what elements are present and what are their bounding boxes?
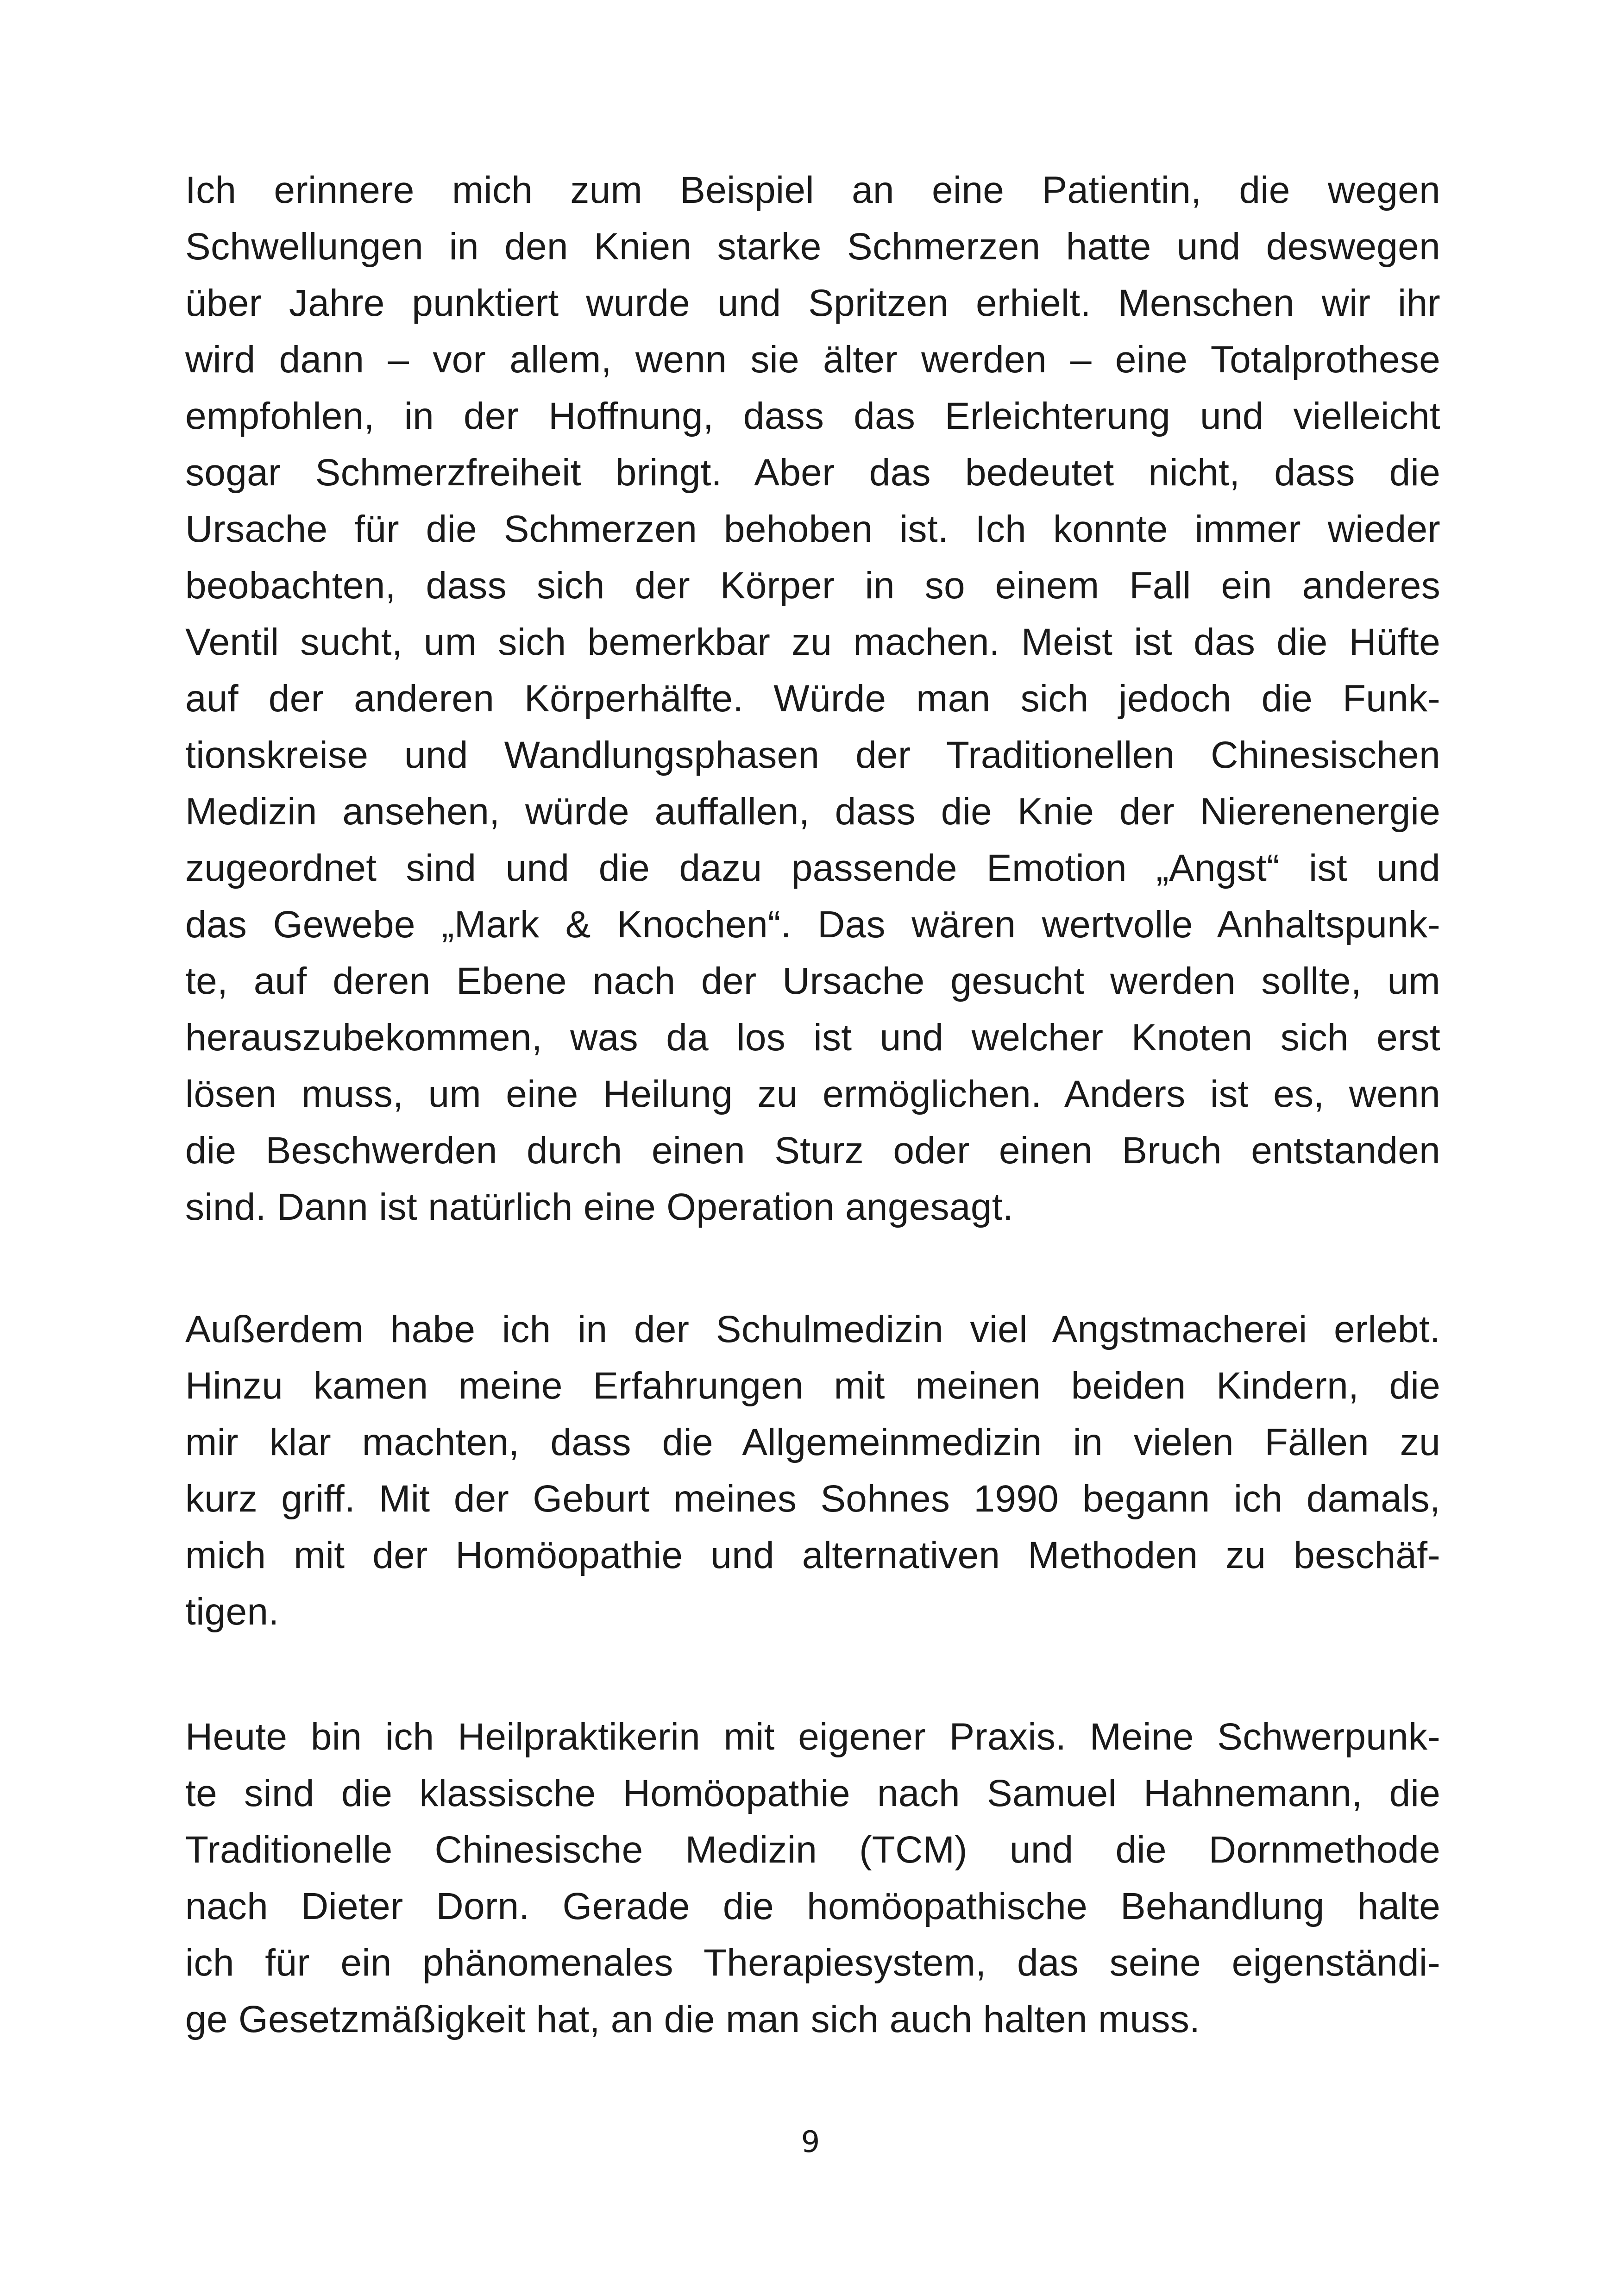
text-line: mir klar machten, dass die Allgemeinmedizin in vielen Fällen zu bbox=[185, 1421, 1440, 1463]
text-line: ich für ein phänomenales Therapiesystem, das seine eigenständi- bbox=[185, 1942, 1440, 1984]
text-line: Medizin ansehen, würde auffallen, dass die Knie der Nierenenergie bbox=[185, 790, 1440, 833]
text-line: die Beschwerden durch einen Sturz oder einen Bruch entstanden bbox=[185, 1129, 1440, 1172]
text-line: Schwellungen in den Knien starke Schmerzen hatte und deswegen bbox=[185, 226, 1440, 268]
text-line: tionskreise und Wandlungsphasen der Traditionellen Chinesischen bbox=[185, 734, 1440, 776]
paragraph-own-practice bbox=[185, 1709, 1440, 2048]
page-number: 9 bbox=[801, 2125, 820, 2159]
text-line: nach Dieter Dorn. Gerade die homöopathische Behandlung halte bbox=[185, 1885, 1440, 1927]
text-line: te, auf deren Ebene nach der Ursache gesucht werden sollte, um bbox=[185, 960, 1440, 1002]
text-line: über Jahre punktiert wurde und Spritzen erhielt. Menschen wir ihr bbox=[185, 282, 1440, 324]
text-line: das Gewebe „Mark & Knochen“. Das wären wertvolle Anhaltspunk- bbox=[185, 903, 1440, 946]
text-line: beobachten, dass sich der Körper in so einem Fall ein anderes bbox=[185, 565, 1440, 607]
text-line: zugeordnet sind und die dazu passende Emotion „Angst“ ist und bbox=[185, 847, 1440, 889]
text-line: ge Gesetzmäßigkeit hat, an die man sich auch halten muss. bbox=[185, 1998, 1200, 2040]
text-line: Traditionelle Chinesische Medizin (TCM) und die Dornmethode bbox=[185, 1829, 1440, 1871]
text-line: Ventil sucht, um sich bemerkbar zu machen. Meist ist das die Hüfte bbox=[185, 621, 1440, 663]
text-line: Ursache für die Schmerzen behoben ist. Ich konnte immer wieder bbox=[185, 508, 1440, 550]
text-line: Heute bin ich Heilpraktikerin mit eigener Praxis. Meine Schwerpunk- bbox=[185, 1716, 1440, 1758]
text-line: mich mit der Homöopathie und alternativen Methoden zu beschäf- bbox=[185, 1534, 1440, 1576]
text-line: Hinzu kamen meine Erfahrungen mit meinen beiden Kindern, die bbox=[185, 1365, 1440, 1407]
text-line: Außerdem habe ich in der Schulmedizin viel Angstmacherei erlebt. bbox=[185, 1308, 1440, 1350]
text-line: sogar Schmerzfreiheit bringt. Aber das bedeutet nicht, dass die bbox=[185, 452, 1440, 494]
paragraph-knee-patient bbox=[185, 162, 1440, 1236]
text-line: auf der anderen Körperhälfte. Würde man sich jedoch die Funk- bbox=[185, 678, 1440, 720]
text-line: kurz griff. Mit der Geburt meines Sohnes 1990 begann ich damals, bbox=[185, 1478, 1440, 1520]
text-line: herauszubekommen, was da los ist und welcher Knoten sich erst bbox=[185, 1016, 1440, 1059]
paragraph-school-medicine bbox=[185, 1301, 1440, 1640]
text-line: Ich erinnere mich zum Beispiel an eine Patientin, die wegen bbox=[185, 169, 1440, 211]
text-line: wird dann – vor allem, wenn sie älter werden – eine Totalprothese bbox=[185, 339, 1440, 381]
text-line: empfohlen, in der Hoffnung, dass das Erleichterung und vielleicht bbox=[185, 395, 1440, 437]
text-line: lösen muss, um eine Heilung zu ermöglichen. Anders ist es, wenn bbox=[185, 1073, 1440, 1115]
text-line: sind. Dann ist natürlich eine Operation angesagt. bbox=[185, 1186, 1013, 1228]
text-line: te sind die klassische Homöopathie nach Samuel Hahnemann, die bbox=[185, 1772, 1440, 1814]
text-line: tigen. bbox=[185, 1591, 279, 1633]
